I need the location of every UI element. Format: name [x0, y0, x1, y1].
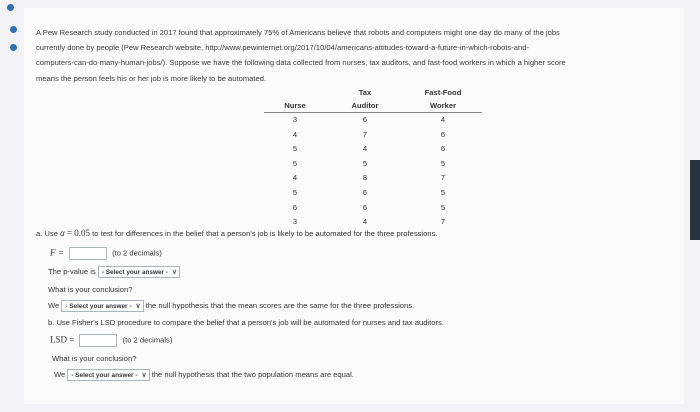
f-statistic-row [50, 247, 162, 260]
bullet-dot [10, 26, 17, 33]
table-row: 4 8 7 [292, 173, 446, 183]
table-row: 5 5 5 [292, 158, 446, 168]
table-row: 3 4 7 [292, 217, 446, 227]
bullet-dot [7, 4, 14, 11]
part-a-conclusion-question: What is your conclusion? [48, 285, 133, 294]
lsd-input[interactable] [79, 334, 117, 347]
table-row: 5 6 5 [292, 187, 446, 197]
part-a-conclusion-select[interactable]: - Select your answer - ∨ [61, 300, 143, 312]
chevron-down-icon: ∨ [171, 269, 178, 276]
p-value-row: The p-value is - Select your answer - ∨ [48, 266, 180, 278]
header-fast-food-worker: Fast-Food Worker [424, 88, 462, 110]
bullet-dot [10, 44, 17, 51]
part-b-conclusion-question: What is your conclusion? [52, 354, 137, 363]
part-a-prompt: a. Use α = 0.05 to test for differences in the belief that a person's job is likely to be automated for the three professions. [36, 228, 438, 238]
lsd-row [50, 334, 172, 347]
part-b-conclusion-row: We - Select your answer - ∨ the null hypothesis that the two population means are equal. [54, 370, 354, 379]
table-row: 3 6 4 [292, 115, 446, 124]
part-b-conclusion-select[interactable]: - Select your answer - ∨ [67, 369, 149, 381]
header-nurse: Nurse [284, 101, 306, 110]
intro-line: means the person feels his or her job is more likely to be automated. [36, 73, 267, 83]
table-row: 6 6 5 [292, 202, 446, 212]
data-table [264, 86, 482, 230]
intro-line: A Pew Research study conducted in 2017 found that approximately 75% of Americans believe that robots and computers might one day do many of the jobs [36, 28, 560, 37]
table-row: 5 4 6 [292, 144, 446, 154]
page-edge-bar [690, 160, 700, 240]
chevron-down-icon: ∨ [141, 372, 147, 379]
part-b-prompt: b. Use Fisher's LSD procedure to compare the belief that a person's job will be automated for nurses and tax auditors. [48, 318, 444, 327]
part-a-conclusion-row: We - Select your answer - ∨ the null hypothesis that the mean scores are the same for the three professions. [48, 301, 415, 310]
intro-line: currently done by people (Pew Research website, http://www.pewinternet.org/2017/10/04/americans-attitudes-toward-a-future-in-which-robots-and- [36, 43, 529, 53]
lsd-hint: (to 2 decimals) [122, 335, 173, 345]
f-label: F = [50, 247, 64, 258]
f-hint: (to 2 decimals) [112, 248, 162, 258]
header-tax-auditor: Tax Auditor [351, 88, 379, 110]
table-row: 4 7 6 [292, 129, 446, 139]
chevron-down-icon: ∨ [135, 303, 141, 310]
f-statistic-input[interactable] [69, 247, 107, 260]
question-intro [36, 25, 676, 86]
intro-line: computers-can-do-many-human-jobs/). Suppose we have the following data collected from nurses, tax auditors, and fast-food workers in which a higher score [36, 58, 566, 68]
lsd-label: LSD = [50, 334, 75, 345]
p-value-select[interactable]: - Select your answer - ∨ [98, 266, 180, 278]
